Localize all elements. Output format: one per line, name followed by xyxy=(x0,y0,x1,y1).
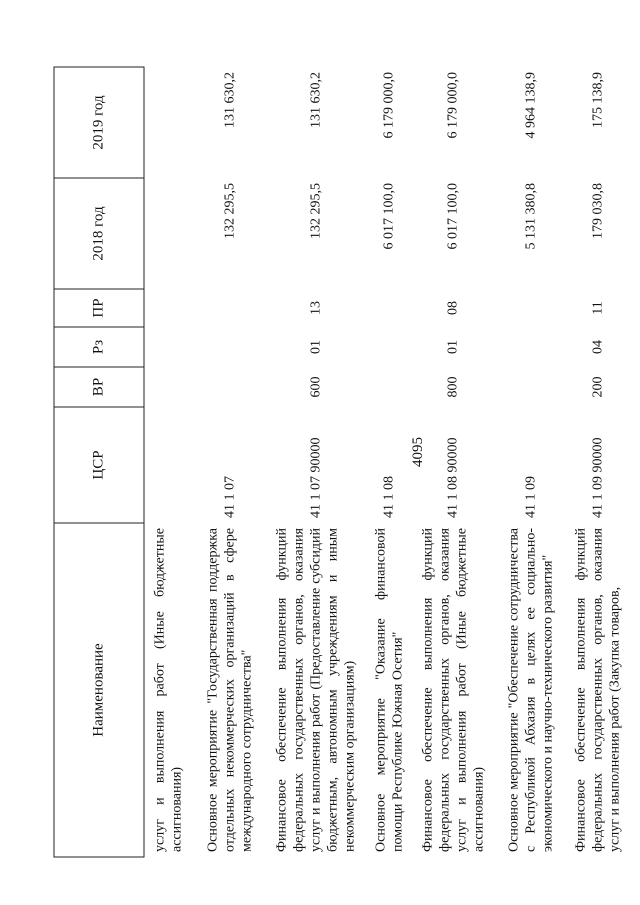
row-rz xyxy=(364,327,414,367)
row-name: услуг и выполнения работ (Иные бюджетные ассигнования) xyxy=(151,528,184,852)
row-csr: 41 1 08 xyxy=(381,476,396,518)
row-pr xyxy=(192,289,268,327)
row-pr: 11 xyxy=(589,301,605,315)
row-2019 xyxy=(144,67,192,178)
row-2019: 6 179 000,0 xyxy=(381,72,396,139)
budget-sheet xyxy=(53,67,622,858)
row-vr: 200 xyxy=(589,376,605,398)
header-2018: 2018 год xyxy=(54,178,144,289)
header-pr: ПР xyxy=(54,289,144,327)
table-row xyxy=(364,67,414,857)
row-vr xyxy=(364,367,414,407)
table-header xyxy=(54,67,144,857)
row-2019: 131 630,2 xyxy=(308,72,323,128)
row-rz xyxy=(492,327,570,367)
row-rz: 01 xyxy=(445,340,460,354)
row-2018: 132 295,5 xyxy=(222,183,237,239)
row-2019: 6 179 000,0 xyxy=(445,72,460,139)
header-2019: 2019 год xyxy=(54,67,144,178)
row-2018 xyxy=(144,178,192,289)
row-vr: 800 xyxy=(445,376,460,398)
row-vr: 600 xyxy=(308,376,323,398)
row-2018: 179 030,8 xyxy=(589,183,605,239)
table-row xyxy=(492,67,570,857)
table-row xyxy=(414,67,492,857)
header-vr: ВР xyxy=(54,367,144,407)
row-csr: 41 1 08 90000 xyxy=(445,437,460,518)
row-csr xyxy=(144,407,192,523)
row-name: Финансовое обеспечение выполнения функций федеральных государственных органов, оказания услуг и выполнения работ (Предоставление субсидий бюджетным, автономным учреждениям и иным некоммерческим организациям) xyxy=(274,528,357,852)
row-name: Финансовое обеспечение выполнения функций федеральных государственных органов, оказания услуг и выполнения работ (Иные бюджетные ассигнования) xyxy=(419,528,486,852)
budget-table xyxy=(53,67,625,858)
row-name: Финансовое обеспечение выполнения функций федеральных государственных органов, оказания услуг и выполнения работ (Закупка товаров, xyxy=(572,528,622,852)
table-row xyxy=(192,67,268,857)
row-2019: 175 138,9 xyxy=(589,72,605,128)
row-2018: 5 131 380,8 xyxy=(523,183,538,250)
row-name: Основное мероприятие "Государственная поддержка отдельных некоммерческих организаций в сфере международного сотрудничества" xyxy=(205,528,254,852)
row-rz: 04 xyxy=(589,340,605,354)
row-rz xyxy=(144,327,192,367)
row-rz xyxy=(192,327,268,367)
row-csr: 41 1 07 90000 xyxy=(308,437,323,518)
table-row xyxy=(570,67,625,857)
row-pr xyxy=(364,289,414,327)
header-name: Наименование xyxy=(54,523,144,857)
row-pr: 13 xyxy=(308,301,323,315)
row-pr xyxy=(144,289,192,327)
row-pr xyxy=(492,289,570,327)
table-row xyxy=(144,67,192,857)
row-2018: 6 017 100,0 xyxy=(381,183,396,250)
page-number: 4095 xyxy=(410,437,426,467)
row-pr: 08 xyxy=(445,301,460,315)
row-name: Основное мероприятие "Оказание финансовой помощи Республике Южная Осетия" xyxy=(372,528,405,852)
row-vr xyxy=(144,367,192,407)
row-vr xyxy=(492,367,570,407)
row-rz: 01 xyxy=(308,340,323,354)
row-vr xyxy=(192,367,268,407)
row-csr: 41 1 09 90000 xyxy=(589,437,605,518)
row-2019: 131 630,2 xyxy=(222,72,237,128)
row-2018: 132 295,5 xyxy=(308,183,323,239)
row-2019: 4 964 138,9 xyxy=(523,72,538,139)
header-csr: ЦСР xyxy=(54,407,144,523)
row-name: Основное мероприятие "Обеспечение сотрудничества с Республикой Абхазия в целях ее социально-экономического и научно-технического развития" xyxy=(506,528,555,852)
row-2018: 6 017 100,0 xyxy=(445,183,460,250)
table-row xyxy=(268,67,364,857)
row-csr: 41 1 09 xyxy=(523,476,538,518)
row-csr: 41 1 07 xyxy=(222,476,237,518)
header-rz: Рз xyxy=(54,327,144,367)
